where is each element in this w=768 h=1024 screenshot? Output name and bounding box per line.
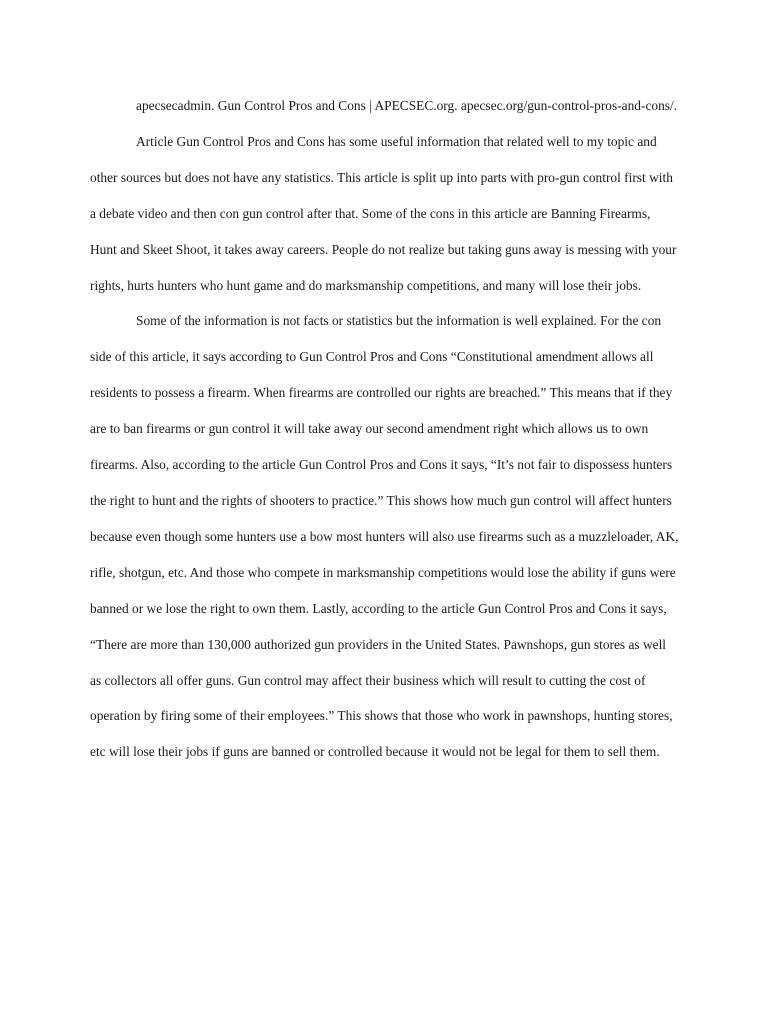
- summary-paragraph: Article Gun Control Pros and Cons has some useful information that related well to my topic and other sources but does not have any statistics. This article is split up into parts with pro-gun control first with a debate video and then con gun control after that. Some of the cons in this article are Banning Firearms, Hunt and Skeet Shoot, it takes away careers. People do not realize but taking guns away is messing with your rights, hurts hunters who hunt game and do marksmanship competitions, and many will lose their jobs.: [90, 133, 677, 293]
- document-body: [90, 88, 680, 770]
- analysis-paragraph: Some of the information is not facts or statistics but the information is well explained. For the con side of this article, it says according to Gun Control Pros and Cons “Constitutional amendment allows all residents to possess a firearm. When firearms are controlled our rights are breached.” This means that if they are to ban firearms or gun control it will take away our second amendment right which allows us to own firearms. Also, according to the article Gun Control Pros and Cons it says, “It’s not fair to dispossess hunters the right to hunt and the rights of shooters to practice.” This shows how much gun control will affect hunters because even though some hunters use a bow most hunters will also use firearms such as a muzzleloader, AK, rifle, shotgun, etc. And those who compete in marksmanship competitions would lose the ability if guns were banned or we lose the right to own them. Lastly, according to the article Gun Control Pros and Cons it says, “There are more than 130,000 authorized gun providers in the United States. Pawnshops, gun stores as well as collectors all offer guns. Gun control may affect their business which will result to cutting the cost of operation by firing some of their employees.” This shows that those who work in pawnshops, hunting stores, etc will lose their jobs if guns are banned or controlled because it would not be legal for them to sell them.: [90, 313, 679, 760]
- citation-paragraph: apecsecadmin. Gun Control Pros and Cons | APECSEC.org. apecsec.org/gun-control-pros-and-cons/.: [136, 98, 678, 113]
